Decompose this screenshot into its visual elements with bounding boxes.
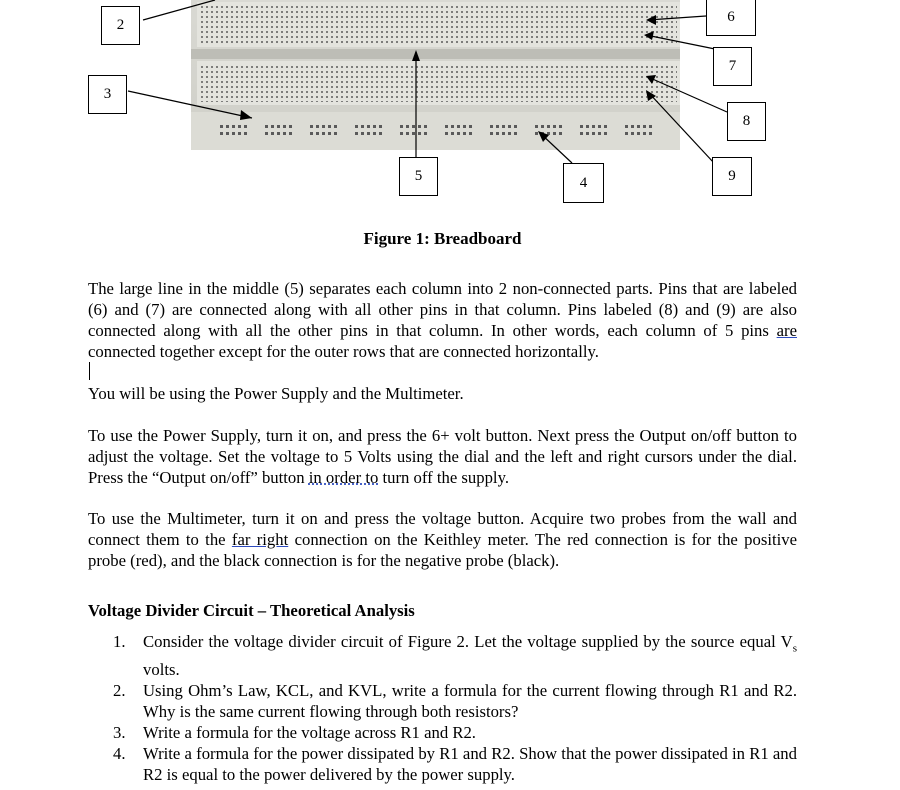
grammar-flagged-phrase: in order to (308, 468, 379, 487)
list-number: 2. (113, 681, 126, 701)
callout-2: 2 (101, 6, 140, 45)
paragraph-text: connected together except for the outer rows that are connected horizontally. (88, 342, 599, 361)
paragraph-power-supply (88, 425, 797, 488)
grammar-flagged-word: are (776, 321, 797, 340)
paragraph-text: connection on the Keithley meter. The red connection is for the positive probe (red), and the black connection is for the negative probe (black). (88, 530, 797, 570)
callout-7: 7 (713, 47, 752, 86)
list-item (111, 631, 797, 680)
callout-9: 9 (712, 157, 752, 196)
section-heading: Voltage Divider Circuit – Theoretical Analysis (88, 601, 415, 620)
paragraph-text: The large line in the middle (5) separates each column into 2 non-connected parts. Pins that are labeled (6) and (7) are connected along with all other pins in that column. Pins labeled (8) and (9) are also connected along with all the other pins in that column. In other words, each column of 5 pins (88, 279, 797, 340)
text-cursor (89, 362, 90, 380)
callout-4: 4 (563, 163, 604, 203)
paragraph-breadboard-description (88, 278, 797, 362)
center-channel (191, 49, 680, 59)
paragraph-text: To use the Power Supply, turn it on, and press the 6+ volt button. Next press the Output on/off button to adjust the voltage. Set the voltage to 5 Volts using the dial and the left and right cursors under the dial. Press the “Output on/off” button (88, 426, 797, 487)
callout-6: 6 (706, 0, 756, 36)
paragraph-text: turn off the supply. (378, 468, 510, 487)
callout-5: 5 (399, 157, 438, 196)
list-number: 4. (113, 744, 126, 764)
grammar-flagged-phrase: far right (231, 530, 289, 549)
power-rail (191, 112, 680, 150)
figure-caption: Figure 1: Breadboard (363, 229, 522, 248)
paragraph-text: To use the Multimeter, turn it on and press the voltage button. Acquire two probes from the wall and connect them to the (88, 509, 797, 549)
list-item (111, 680, 797, 722)
list-text: volts. (143, 660, 180, 680)
callout-3: 3 (88, 75, 127, 114)
list-text: Consider the voltage divider circuit of Figure 2. Let the voltage supplied by the source equal V (143, 632, 793, 651)
list-text: Using Ohm’s Law, KCL, and KVL, write a formula for the current flowing through R1 and R2. Why is the same current flowing through both resistors? (143, 681, 797, 722)
list-number: 3. (113, 723, 126, 743)
paragraph-equipment (88, 383, 797, 404)
list-text: Write a formula for the power dissipated by R1 and R2. Show that the power dissipated in R1 and R2 is equal to the power delivered by the power supply. (143, 744, 797, 785)
list-number: 1. (113, 632, 126, 651)
list-item (111, 743, 797, 785)
subscript: s (792, 642, 797, 655)
callout-8: 8 (727, 102, 766, 141)
list-item (111, 722, 797, 743)
list-text: Write a formula for the voltage across R1 and R2. (143, 723, 476, 743)
analysis-steps-list (111, 631, 797, 785)
paragraph-multimeter (88, 508, 797, 571)
paragraph-text: You will be using the Power Supply and the Multimeter. (88, 384, 464, 403)
